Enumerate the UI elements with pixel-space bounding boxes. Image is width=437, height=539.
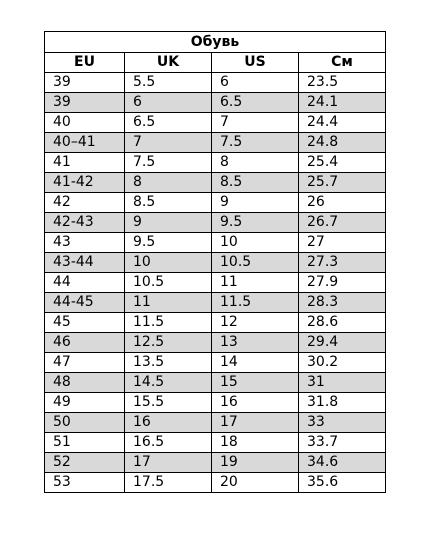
cell-uk: 11.5	[125, 313, 212, 333]
cell-eu: 53	[45, 473, 125, 493]
table-row	[45, 313, 386, 333]
cell-uk: 11	[125, 293, 212, 313]
cell-eu: 39	[45, 93, 125, 113]
cell-us: 9	[212, 193, 299, 213]
cell-cm: 31	[299, 373, 386, 393]
cell-us: 18	[212, 433, 299, 453]
cell-cm: 27.3	[299, 253, 386, 273]
cell-cm: 26	[299, 193, 386, 213]
cell-eu: 42-43	[45, 213, 125, 233]
cell-eu: 40–41	[45, 133, 125, 153]
table-row	[45, 213, 386, 233]
table-row	[45, 73, 386, 93]
column-header-uk: UK	[125, 53, 212, 73]
cell-eu: 42	[45, 193, 125, 213]
table-row	[45, 413, 386, 433]
cell-uk: 17	[125, 453, 212, 473]
table-body	[45, 73, 386, 493]
table-row	[45, 393, 386, 413]
cell-us: 14	[212, 353, 299, 373]
cell-uk: 13.5	[125, 353, 212, 373]
cell-cm: 24.4	[299, 113, 386, 133]
cell-uk: 8.5	[125, 193, 212, 213]
cell-eu: 43	[45, 233, 125, 253]
cell-uk: 9.5	[125, 233, 212, 253]
table-row	[45, 173, 386, 193]
cell-us: 6.5	[212, 93, 299, 113]
cell-cm: 34.6	[299, 453, 386, 473]
cell-uk: 8	[125, 173, 212, 193]
cell-us: 8.5	[212, 173, 299, 193]
table-row	[45, 113, 386, 133]
cell-cm: 24.1	[299, 93, 386, 113]
cell-uk: 17.5	[125, 473, 212, 493]
cell-eu: 43-44	[45, 253, 125, 273]
table-row	[45, 373, 386, 393]
table-header-row	[45, 53, 386, 73]
cell-uk: 14.5	[125, 373, 212, 393]
cell-eu: 49	[45, 393, 125, 413]
cell-cm: 25.7	[299, 173, 386, 193]
table-row	[45, 293, 386, 313]
cell-uk: 15.5	[125, 393, 212, 413]
cell-uk: 6	[125, 93, 212, 113]
cell-cm: 23.5	[299, 73, 386, 93]
cell-eu: 45	[45, 313, 125, 333]
cell-cm: 27.9	[299, 273, 386, 293]
cell-eu: 51	[45, 433, 125, 453]
cell-uk: 6.5	[125, 113, 212, 133]
table-row	[45, 133, 386, 153]
cell-uk: 10.5	[125, 273, 212, 293]
cell-us: 9.5	[212, 213, 299, 233]
cell-cm: 27	[299, 233, 386, 253]
cell-eu: 47	[45, 353, 125, 373]
cell-uk: 10	[125, 253, 212, 273]
table-row	[45, 193, 386, 213]
cell-cm: 31.8	[299, 393, 386, 413]
cell-eu: 44-45	[45, 293, 125, 313]
table-row	[45, 253, 386, 273]
column-header-cm: См	[299, 53, 386, 73]
cell-cm: 25.4	[299, 153, 386, 173]
cell-cm: 33.7	[299, 433, 386, 453]
cell-cm: 30.2	[299, 353, 386, 373]
cell-us: 10.5	[212, 253, 299, 273]
cell-eu: 40	[45, 113, 125, 133]
column-header-eu: EU	[45, 53, 125, 73]
cell-eu: 48	[45, 373, 125, 393]
cell-cm: 28.6	[299, 313, 386, 333]
cell-eu: 41	[45, 153, 125, 173]
cell-us: 6	[212, 73, 299, 93]
cell-us: 8	[212, 153, 299, 173]
cell-uk: 5.5	[125, 73, 212, 93]
cell-us: 13	[212, 333, 299, 353]
cell-us: 17	[212, 413, 299, 433]
column-header-us: US	[212, 53, 299, 73]
cell-us: 12	[212, 313, 299, 333]
cell-cm: 24.8	[299, 133, 386, 153]
table-row	[45, 93, 386, 113]
table-row	[45, 333, 386, 353]
cell-us: 7.5	[212, 133, 299, 153]
cell-uk: 7	[125, 133, 212, 153]
cell-us: 7	[212, 113, 299, 133]
table-row	[45, 153, 386, 173]
cell-uk: 7.5	[125, 153, 212, 173]
table-title: Обувь	[45, 32, 386, 53]
cell-cm: 29.4	[299, 333, 386, 353]
table-row	[45, 473, 386, 493]
cell-uk: 16.5	[125, 433, 212, 453]
cell-eu: 46	[45, 333, 125, 353]
cell-us: 15	[212, 373, 299, 393]
cell-cm: 28.3	[299, 293, 386, 313]
cell-us: 20	[212, 473, 299, 493]
cell-eu: 41-42	[45, 173, 125, 193]
cell-eu: 39	[45, 73, 125, 93]
cell-cm: 35.6	[299, 473, 386, 493]
table-row	[45, 453, 386, 473]
table-row	[45, 353, 386, 373]
cell-cm: 33	[299, 413, 386, 433]
shoe-size-table	[44, 31, 386, 493]
cell-eu: 50	[45, 413, 125, 433]
cell-us: 11	[212, 273, 299, 293]
table-row	[45, 433, 386, 453]
table-row	[45, 233, 386, 253]
cell-us: 10	[212, 233, 299, 253]
cell-us: 19	[212, 453, 299, 473]
cell-cm: 26.7	[299, 213, 386, 233]
cell-uk: 9	[125, 213, 212, 233]
cell-us: 16	[212, 393, 299, 413]
cell-us: 11.5	[212, 293, 299, 313]
cell-uk: 12.5	[125, 333, 212, 353]
cell-eu: 44	[45, 273, 125, 293]
cell-uk: 16	[125, 413, 212, 433]
cell-eu: 52	[45, 453, 125, 473]
table-row	[45, 273, 386, 293]
table-title-row	[45, 32, 386, 53]
